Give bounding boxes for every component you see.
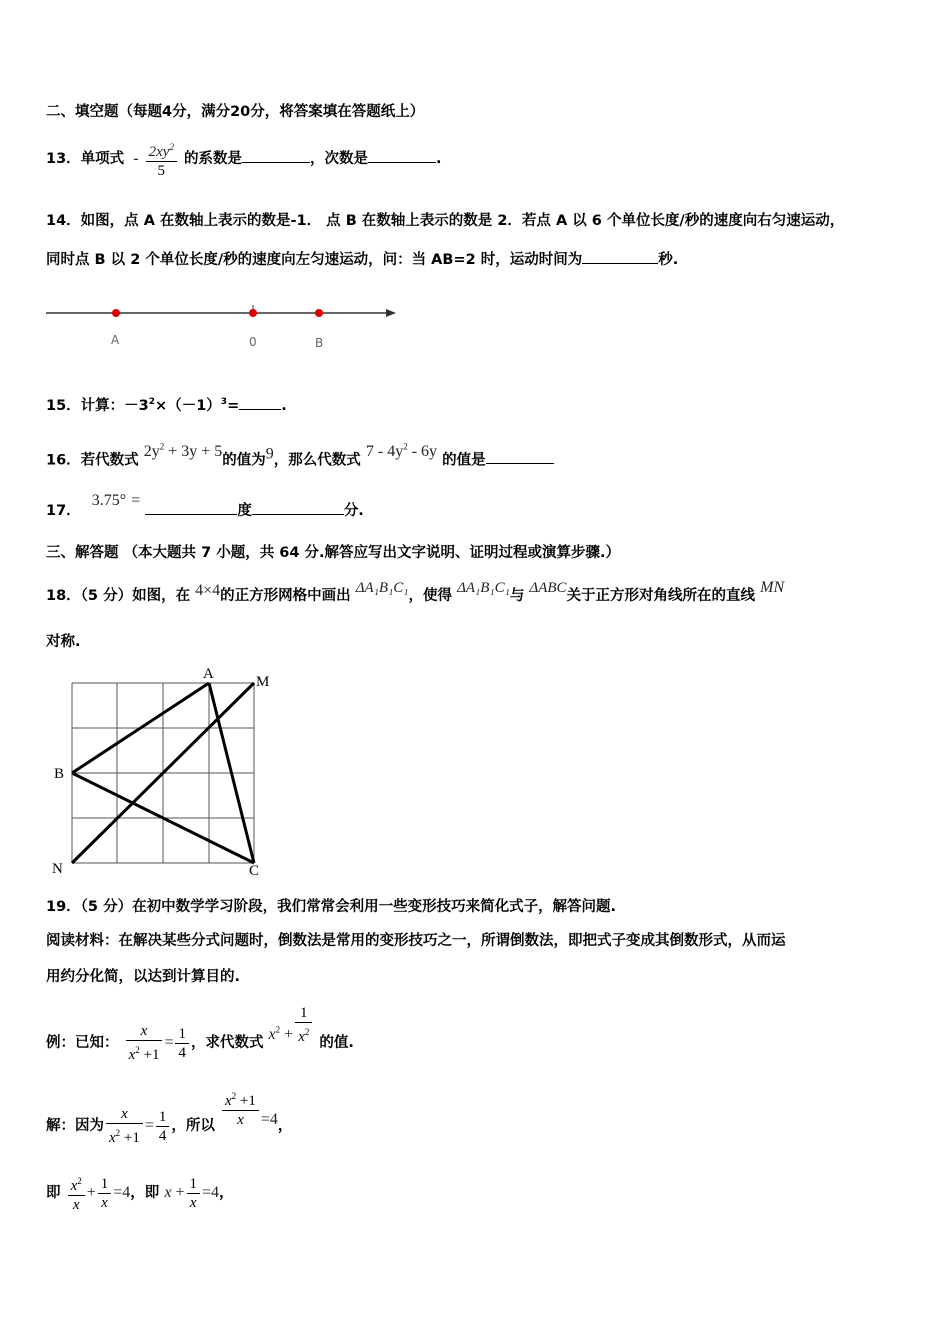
frac-one-over-x2: $\frac{1}{x^2}$: [295, 1004, 312, 1046]
question-16: 16．若代数式 $2y^2 + 3y + 5$的值为9，那么代数式 $7 - 4y^2 - 6y$ 的值是: [46, 430, 554, 477]
q13-blank1[interactable]: [242, 148, 310, 163]
question-19-line2: 阅读材料：在解决某些分式问题时，倒数法是常用的变形技巧之一，所谓倒数法，即把式子变成其倒数形式，从而运: [46, 933, 786, 949]
q13-num: 13．单项式: [46, 151, 125, 167]
q19-therefore: 即 $\frac{x^2}{x}$ + $\frac{1}{x}$ =4，即 x + $\frac{1}{x}$ =4，: [46, 1170, 234, 1216]
frac-x-over-x2p1-2: $\frac{x}{x^2 +1}$: [106, 1105, 143, 1147]
label-origin: 0: [249, 335, 257, 349]
grid-label-n: N: [52, 861, 63, 877]
q13-mid2: ，次数是: [310, 151, 369, 167]
question-17: 17． 3.75° = 度 分.: [46, 492, 364, 519]
q14-blank[interactable]: [582, 249, 658, 264]
q13-fraction: $\frac{2xy^2}{5}$: [146, 138, 177, 180]
question-19-line1: 19．（5 分）在初中数学学习阶段，我们常常会利用一些变形技巧来简化式子，解答问题.: [46, 899, 617, 915]
question-19-line3: 用约分化简，以达到计算目的.: [46, 969, 241, 985]
question-14-line2: 同时点 B 以 2 个单位长度/秒的速度向左匀速运动，问：当 AB=2 时，运动时间为 秒.: [46, 249, 678, 270]
grid-label-c: C: [249, 863, 260, 879]
section2-header: 二、填空题（每题4分，满分20分，将答案填在答题纸上）: [46, 104, 425, 120]
question-13: 13．单项式 - $\frac{2xy^2}{5}$ 的系数是 ，次数是 .: [46, 138, 442, 180]
q17-blank-deg[interactable]: [145, 500, 237, 515]
grid-label-b: B: [54, 766, 65, 782]
point-origin: [249, 309, 257, 317]
point-a: [112, 309, 120, 317]
question-14-line1: 14．如图，点 A 在数轴上表示的数是-1． 点 B 在数轴上表示的数是 2．若点 A 以 6 个单位长度/秒的速度向右匀速运动，: [46, 213, 845, 229]
grid-label-a: A: [203, 666, 214, 682]
q13-blank2[interactable]: [368, 148, 436, 163]
frac-x2p1-over-x: $\frac{x^2 +1}{x}$: [222, 1087, 259, 1129]
q17-blank-min[interactable]: [252, 500, 344, 515]
q13-mid: 的系数是: [184, 151, 243, 167]
question-18-line2: 对称.: [46, 634, 81, 650]
frac-x2-over-x: $\frac{x^2}{x}$: [68, 1172, 85, 1214]
q16-blank[interactable]: [486, 449, 554, 464]
frac-one-quarter-2: $\frac{1}{4}$: [156, 1108, 170, 1145]
grid-figure: [46, 662, 286, 882]
number-line-figure: [40, 296, 410, 358]
point-b: [315, 309, 323, 317]
q13-neg: -: [133, 150, 139, 167]
label-b: B: [315, 336, 324, 350]
q19-solution: 解：因为 $\frac{x}{x^2 +1}$ = $\frac{1}{4}$ ，所以 $\frac{x^2 +1}{x}$ =4，: [46, 1087, 292, 1148]
section3-header: 三、解答题 （本大题共 7 小题，共 64 分.解答应写出文字说明、证明过程或演算步骤.）: [46, 545, 621, 561]
frac-one-quarter: $\frac{1}{4}$: [175, 1025, 189, 1062]
grid-label-m: M: [256, 674, 270, 690]
frac-one-over-x-2: $\frac{1}{x}$: [187, 1175, 201, 1212]
frac-x-over-x2p1: $\frac{x}{x^2 +1}$: [126, 1022, 163, 1064]
frac-one-over-x: $\frac{1}{x}$: [98, 1175, 112, 1212]
q15-blank[interactable]: [239, 395, 281, 410]
question-18: 18．（5 分）如图，在 4×4的正方形网格中画出 ΔA₁B₁C₁，使得 ΔA₁B₁C₁与 ΔABC关于正方形对角线所在的直线 MN: [46, 579, 785, 604]
question-15: 15．计算：$-3^2\times(-1)^3=$ .: [46, 392, 287, 416]
arrow-right-icon: [386, 309, 396, 317]
label-a: A: [111, 333, 120, 347]
q19-example: 例：已知： $\frac{x}{x^2 +1}$ = $\frac{1}{4}$ ，求代数式 $x^2$ + $\frac{1}{x^2}$ 的值.: [46, 1005, 354, 1063]
